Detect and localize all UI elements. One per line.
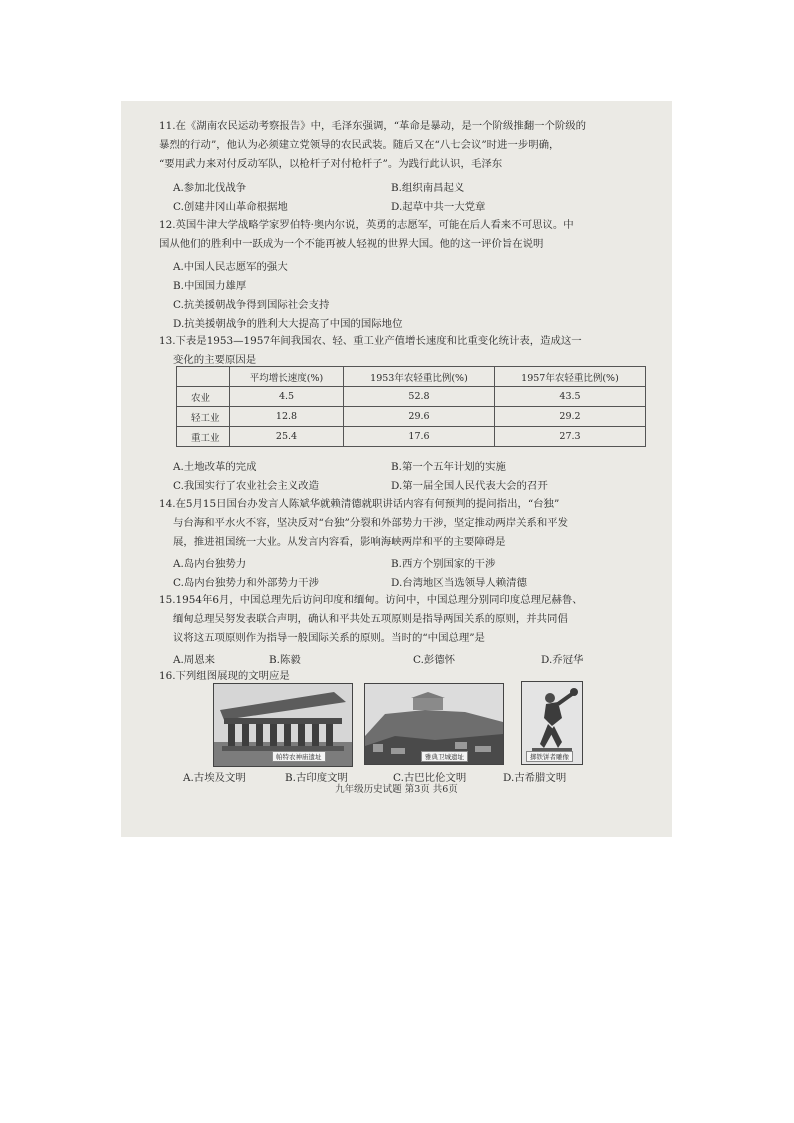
q13-option-d[interactable]: D.第一届全国人民代表大会的召开 [391, 480, 548, 492]
q11-line-2: 暴烈的行动”，他认为必须建立党领导的农民武装。随后又在“八七会议”时进一步明确， [159, 139, 560, 151]
q11-option-a[interactable]: A.参加北伐战争 [173, 182, 247, 194]
table-header-cell [177, 367, 230, 387]
table-cell: 25.4 [230, 427, 344, 447]
table-cell: 12.8 [230, 407, 344, 427]
table-cell: 52.8 [343, 387, 494, 407]
table-row [177, 407, 646, 427]
q13-line-1: 13.下表是1953—1957年间我国农、轻、重工业产值增长速度和比重变化统计表，造成这一 [159, 335, 582, 347]
table-cell: 重工业 [177, 427, 230, 447]
q14-line-3: 展，推进祖国统一大业。从发言内容看，影响海峡两岸和平的主要障碍是 [173, 536, 506, 548]
table-header-cell: 1957年农轻重比例(%) [494, 367, 645, 387]
table-cell: 轻工业 [177, 407, 230, 427]
industry-statistics-table [176, 366, 646, 447]
q12-line-1: 12.英国牛津大学战略学家罗伯特·奥内尔说，英勇的志愿军，可能在后人看来不可思议。中 [159, 219, 574, 231]
exam-page [121, 101, 672, 837]
table-cell: 27.3 [494, 427, 645, 447]
q15-line-3: 议将这五项原则作为指导一般国际关系的原则。当时的“中国总理”是 [173, 632, 485, 644]
q11-line-1: 11.在《湖南农民运动考察报告》中，毛泽东强调，“革命是暴动，是一个阶级推翻一个阶级的 [159, 120, 587, 132]
table-cell: 农业 [177, 387, 230, 407]
q13-option-c[interactable]: C.我国实行了农业社会主义改造 [173, 480, 319, 492]
q14-line-1: 14.在5月15日国台办发言人陈斌华就赖清德就职讲话内容有何预判的提问指出，“台独” [159, 498, 560, 510]
table-cell: 17.6 [343, 427, 494, 447]
q15-line-2: 缅甸总理吴努发表联合声明，确认和平共处五项原则是指导两国关系的原则，并共同倡 [173, 613, 568, 625]
table-cell: 29.6 [343, 407, 494, 427]
q15-option-b[interactable]: B.陈毅 [269, 654, 301, 666]
q12-option-d[interactable]: D.抗美援朝战争的胜利大大提高了中国的国际地位 [173, 318, 403, 330]
q13-line-2: 变化的主要原因是 [173, 354, 257, 366]
q15-option-a[interactable]: A.周恩来 [173, 654, 215, 666]
q16-option-b[interactable]: B.古印度文明 [285, 772, 348, 784]
parthenon-caption: 帕特农神庙遗址 [272, 751, 326, 762]
q12-line-2: 国从他们的胜利中一跃成为一个不能再被人轻视的世界大国。他的这一评价旨在说明 [159, 238, 544, 250]
table-cell: 43.5 [494, 387, 645, 407]
table-header-row [177, 367, 646, 387]
q16-stem: 16.下列组图展现的文明应是 [159, 670, 290, 682]
table-row [177, 427, 646, 447]
table-cell: 4.5 [230, 387, 344, 407]
q14-option-a[interactable]: A.岛内台独势力 [173, 558, 247, 570]
q11-option-c[interactable]: C.创建井冈山革命根据地 [173, 201, 288, 213]
q15-option-c[interactable]: C.彭德怀 [413, 654, 456, 666]
q15-line-1: 15.1954年6月，中国总理先后访问印度和缅甸。访问中，中国总理分别同印度总理尼赫鲁、 [159, 594, 583, 606]
table-cell: 29.2 [494, 407, 645, 427]
q12-option-b[interactable]: B.中国国力雄厚 [173, 280, 247, 292]
parthenon-photo [213, 683, 353, 767]
q13-option-a[interactable]: A.土地改革的完成 [173, 461, 257, 473]
table-row [177, 387, 646, 407]
acropolis-photo [364, 683, 504, 765]
q14-option-c[interactable]: C.岛内台独势力和外部势力干涉 [173, 577, 319, 589]
q15-option-d[interactable]: D.乔冠华 [541, 654, 584, 666]
q16-option-d[interactable]: D.古希腊文明 [503, 772, 567, 784]
q11-option-d[interactable]: D.起草中共一大党章 [391, 201, 486, 213]
discobolus-caption: 掷铁饼者雕像 [526, 751, 573, 762]
q14-line-2: 与台海和平水火不容，坚决反对“台独”分裂和外部势力干涉，坚定推动两岸关系和平发 [173, 517, 569, 529]
q11-option-b[interactable]: B.组织南昌起义 [391, 182, 465, 194]
table-header-cell: 1953年农轻重比例(%) [343, 367, 494, 387]
q14-option-d[interactable]: D.台湾地区当选领导人赖清德 [391, 577, 527, 589]
q11-line-3: “要用武力来对付反动军队，以枪杆子对付枪杆子”。为践行此认识，毛泽东 [159, 158, 503, 170]
page-footer: 九年级历史试题 第3页 共6页 [335, 784, 458, 795]
q12-option-a[interactable]: A.中国人民志愿军的强大 [173, 261, 288, 273]
q16-option-a[interactable]: A.古埃及文明 [183, 772, 246, 784]
discobolus-photo [521, 681, 583, 765]
q14-option-b[interactable]: B.西方个别国家的干涉 [391, 558, 496, 570]
q13-option-b[interactable]: B.第一个五年计划的实施 [391, 461, 506, 473]
q12-option-c[interactable]: C.抗美援朝战争得到国际社会支持 [173, 299, 330, 311]
acropolis-caption: 雅典卫城遗址 [421, 751, 468, 762]
table-header-cell: 平均增长速度(%) [230, 367, 344, 387]
q16-option-c[interactable]: C.古巴比伦文明 [393, 772, 467, 784]
